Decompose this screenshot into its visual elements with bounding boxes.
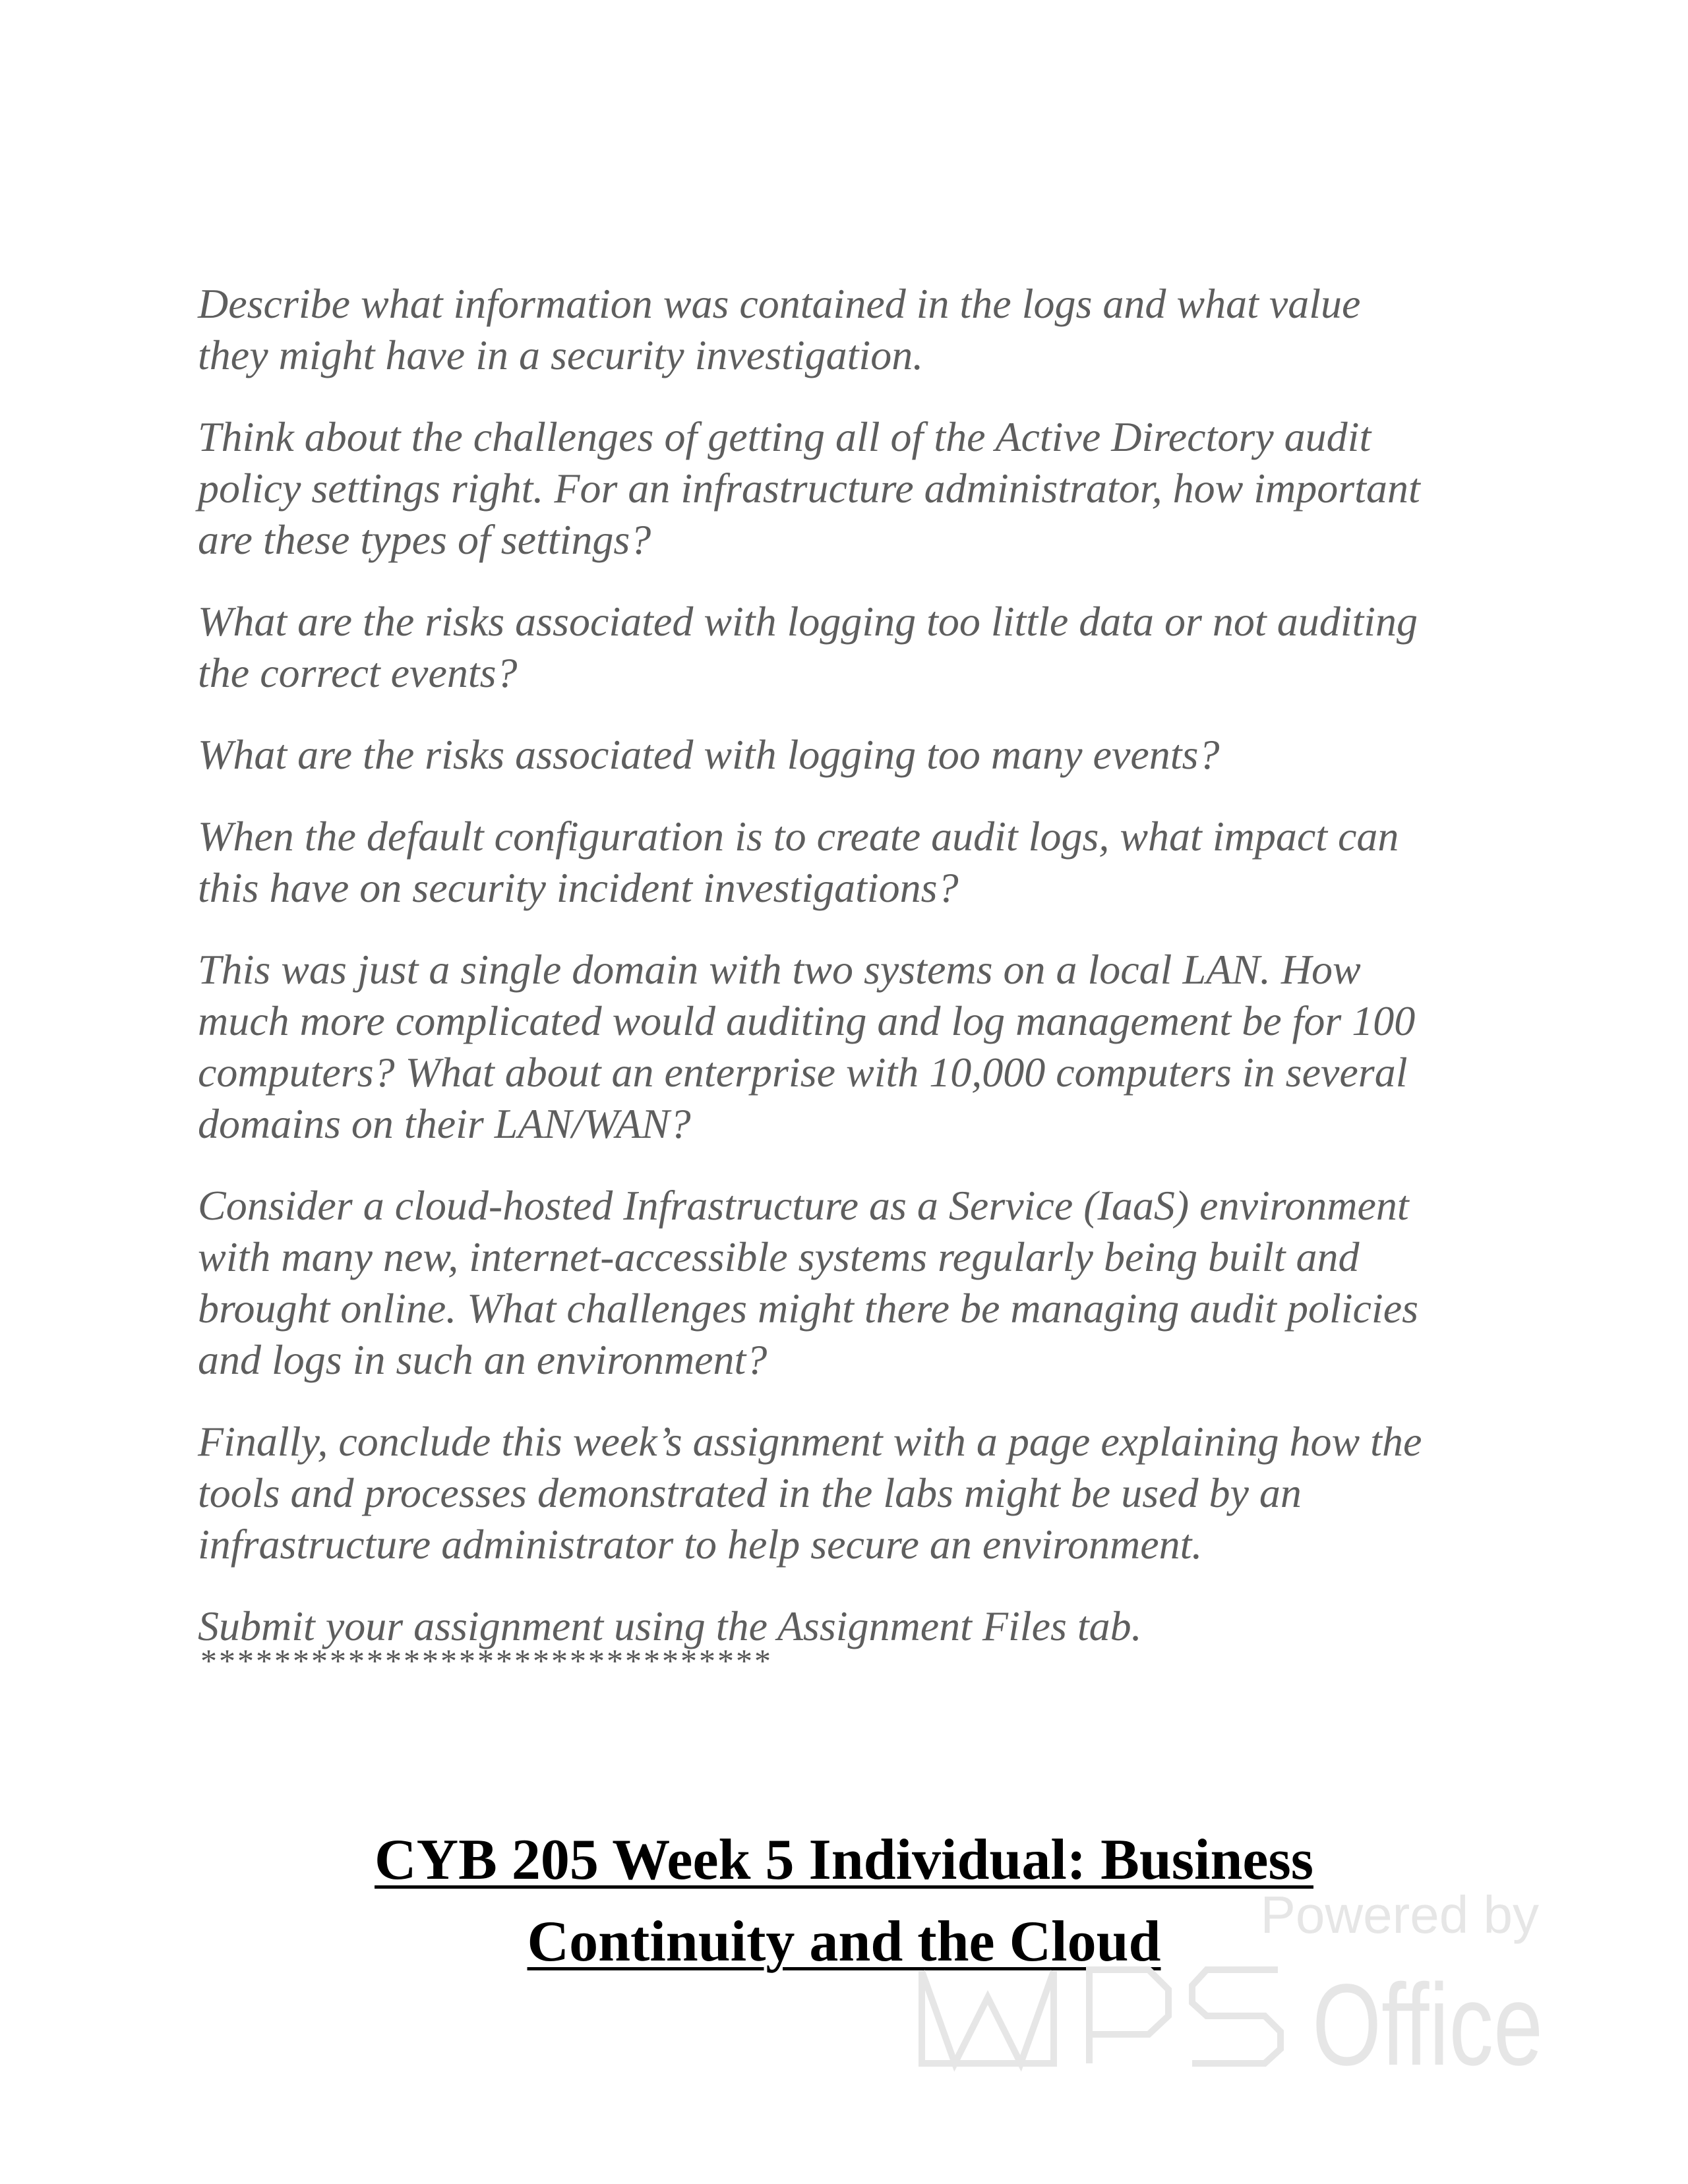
paragraph-conclusion: Finally, conclude this week’s assignment with a page explaining how the tools and processes demonstrated in the labs might be used by an infrastructure administrator to help secure an environment. [198, 1418, 1422, 1568]
paragraph-iaas-environment: Consider a cloud-hosted Infrastructure as a Service (IaaS) environment with many new, internet-accessible systems regularly being built and brought online. What challenges might there be managing audit policies and logs in such an environment? [198, 1182, 1418, 1383]
paragraph-default-configuration: When the default configuration is to create audit logs, what impact can this have on security incident investigations? [198, 813, 1399, 911]
watermark-powered-by: Powered by [1260, 1885, 1539, 1944]
svg-text:Office: Office [1312, 1961, 1543, 2090]
paragraph-log-information: Describe what information was contained in the logs and what value they might have in a security investigation. [198, 280, 1361, 378]
paragraph-logging-too-many: What are the risks associated with logging too many events? [198, 731, 1220, 778]
assignment-instructions [198, 278, 1530, 1677]
section-title-line-2: Continuity and the Cloud [527, 1910, 1161, 1974]
paragraph-logging-too-little: What are the risks associated with logging too little data or not auditing the correct events? [198, 598, 1418, 696]
separator-stars: ******************************* [200, 1642, 773, 1679]
wps-office-logo [917, 1951, 1550, 2090]
paragraph-scale-complexity: This was just a single domain with two systems on a local LAN. How much more complicated would auditing and log management be for 100 computers? What about an enterprise with 10,000 computers in several domains on their LAN/WAN? [198, 946, 1416, 1147]
paragraph-audit-policy-challenges: Think about the challenges of getting all of the Active Directory audit policy settings right. For an infrastructure administrator, how important are these types of settings? [198, 413, 1420, 563]
paragraph-submit-instructions: Submit your assignment using the Assignment Files tab. [198, 1603, 1142, 1649]
wps-office-watermark [917, 1885, 1550, 2090]
section-title-line-1: CYB 205 Week 5 Individual: Business [375, 1828, 1313, 1892]
